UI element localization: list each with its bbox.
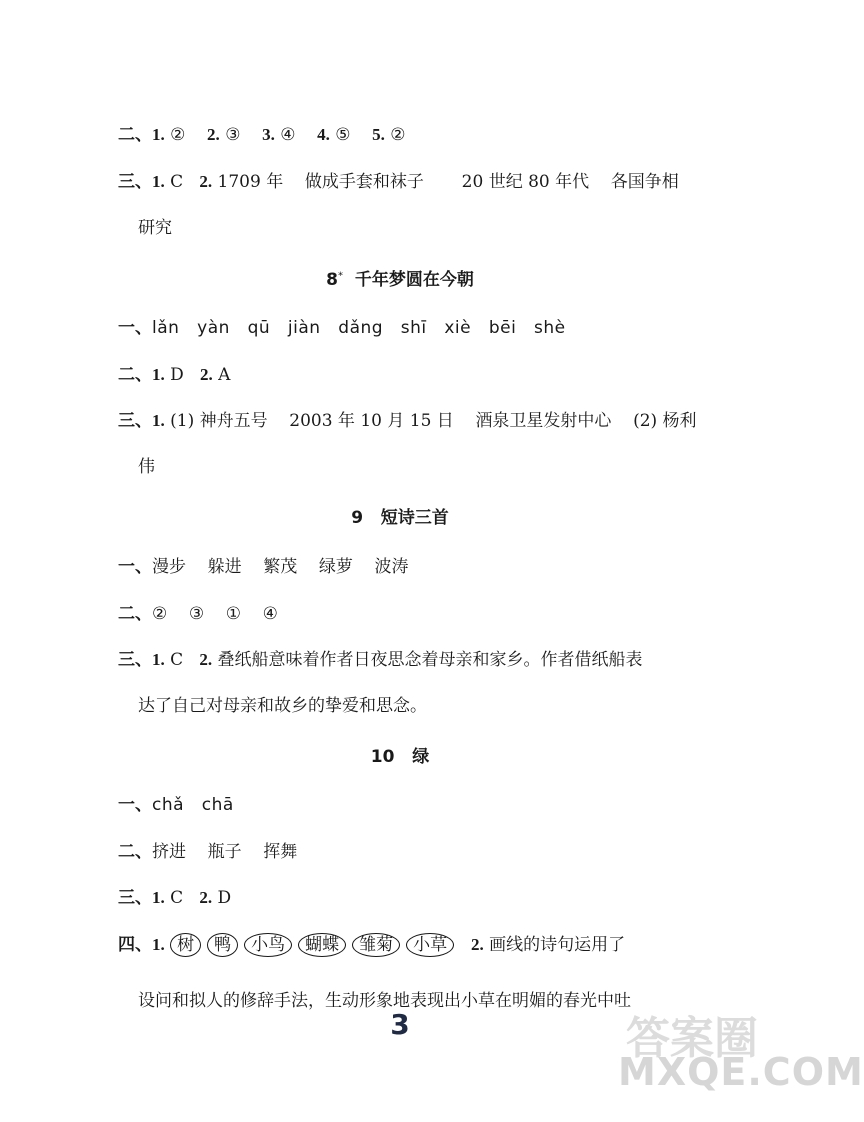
s9-q3-answer1: C <box>170 650 184 670</box>
s7-q3-label: 三、 <box>118 172 152 192</box>
s8-q3-continuation: 伟 <box>138 457 155 477</box>
s10-q1-label: 一、 <box>118 795 152 815</box>
pinyin: yàn <box>197 318 230 338</box>
s7-q3-part: 20 世纪 80 年代 <box>461 172 590 192</box>
s8-q2-label: 二、 <box>118 365 152 385</box>
s9-q3-num1: 1. <box>152 650 165 669</box>
circled-word: 雏菊 <box>352 933 400 957</box>
s10-q4-label: 四、 <box>118 935 152 955</box>
word: 挤进 <box>152 842 186 862</box>
s8-q3-part: 酒泉卫星发射中心 <box>475 411 612 431</box>
s7-q3-num2: 2. <box>199 172 213 191</box>
s10-q3-answer1: C <box>170 888 184 908</box>
pinyin: bēi <box>488 318 517 338</box>
pinyin: xiè <box>444 318 472 338</box>
pinyin: lǎn <box>152 318 180 338</box>
s8-q2-num2: 2. <box>200 365 213 384</box>
page-number: 3 <box>390 1008 410 1041</box>
s9-q3-num2: 2. <box>199 650 213 669</box>
s8-q3-num1: 1. <box>152 411 165 430</box>
circled-word: 蝴蝶 <box>298 933 346 957</box>
s10-q4-num1: 1. <box>152 935 165 954</box>
s8-q2-answer1: D <box>170 365 184 385</box>
s7-q2-num: 2. <box>207 125 220 144</box>
lesson-title: 绿 <box>412 747 430 767</box>
pinyin: chǎ <box>152 795 185 815</box>
circled-word: 小鸟 <box>244 933 292 957</box>
lesson-title: 千年梦圆在今朝 <box>354 270 474 290</box>
s7-q3-part: 各国争相 <box>610 172 679 192</box>
s9-q1-line <box>118 552 409 577</box>
lesson-number: 10 <box>370 747 395 767</box>
s8-q3-part: 2003 年 10 月 15 日 <box>289 411 454 431</box>
s10-q4-continuation: 设问和拟人的修辞手法，生动形象地表现出小草在明媚的春光中吐 <box>138 991 631 1011</box>
s10-q2-label: 二、 <box>118 842 152 862</box>
word: 漫步 <box>152 557 186 577</box>
s8-q3-part: (2) 杨利 <box>633 411 697 431</box>
s8-q2-num1: 1. <box>152 365 165 384</box>
circled-number: ② <box>152 604 168 624</box>
lesson-title: 短诗三首 <box>380 508 449 528</box>
s7-q3-num1: 1. <box>152 172 165 191</box>
s8-q2-answer2: A <box>218 365 231 385</box>
s8-q3-part: (1) 神舟五号 <box>170 411 268 431</box>
s7-q2-label: 二、 <box>118 125 152 145</box>
s7-q3-answer1: C <box>170 172 184 192</box>
s7-q3-line <box>118 167 679 192</box>
s9-q3-continuation: 达了自己对母亲和故乡的挚爱和思念。 <box>138 696 427 716</box>
s7-q2-num: 5. <box>372 125 385 144</box>
word: 波涛 <box>374 557 409 577</box>
s9-q3-label: 三、 <box>118 650 152 670</box>
watermark-logo-cn: 答案圈 <box>626 1013 758 1064</box>
s7-q2-answer: ③ <box>225 125 241 145</box>
pinyin: qū <box>247 318 271 338</box>
s10-q3-num2: 2. <box>199 888 213 907</box>
word: 繁茂 <box>263 557 298 577</box>
s7-q2-num: 1. <box>152 125 165 144</box>
lesson-9-heading <box>0 503 800 528</box>
word: 躲进 <box>207 557 242 577</box>
word: 挥舞 <box>263 842 298 862</box>
circled-number: ④ <box>262 604 278 624</box>
word: 瓶子 <box>207 842 242 862</box>
pinyin: dǎng <box>338 318 384 338</box>
pinyin: shè <box>534 318 566 338</box>
s9-q3-text: 叠纸船意味着作者日夜思念着母亲和家乡。作者借纸船表 <box>217 650 643 670</box>
circled-word: 鸭 <box>207 933 238 957</box>
circled-number: ① <box>225 604 241 624</box>
s8-q1-line <box>118 313 566 338</box>
lesson-10-heading <box>0 742 800 767</box>
s10-q2-line <box>118 837 297 862</box>
lesson-number: 8 <box>326 270 338 290</box>
s10-q1-line <box>118 790 234 815</box>
optional-mark: * <box>338 270 343 282</box>
s7-q2-num: 4. <box>317 125 330 144</box>
circled-word: 小草 <box>406 933 454 957</box>
s9-q2-line <box>118 599 278 624</box>
pinyin-list <box>152 795 234 815</box>
pinyin: chā <box>201 795 234 815</box>
pinyin: jiàn <box>287 318 321 338</box>
s10-q4-text: 画线的诗句运用了 <box>489 935 626 955</box>
s8-q1-label: 一、 <box>118 318 152 338</box>
s10-q3-line <box>118 883 231 908</box>
s9-q3-line <box>118 645 643 670</box>
watermark-logo-en: MXQE.COM <box>618 1050 864 1094</box>
word: 绿萝 <box>318 557 353 577</box>
s7-q3-continuation: 研究 <box>138 218 172 238</box>
s10-q3-num1: 1. <box>152 888 165 907</box>
s7-q2-answer: ⑤ <box>335 125 351 145</box>
s7-q3-part: 做成手套和袜子 <box>304 172 424 192</box>
s7-q2-line <box>118 120 406 145</box>
pinyin: shī <box>400 318 427 338</box>
s8-q3-label: 三、 <box>118 411 152 431</box>
s8-q2-line <box>118 360 230 385</box>
s10-q3-label: 三、 <box>118 888 152 908</box>
s7-q2-answer: ② <box>170 125 186 145</box>
pinyin-list <box>152 318 566 338</box>
lesson-8-heading <box>0 265 800 290</box>
s7-q2-answer: ④ <box>280 125 296 145</box>
s7-q2-num: 3. <box>262 125 275 144</box>
lesson-number: 9 <box>351 508 364 528</box>
s7-q2-answer: ② <box>390 125 406 145</box>
s8-q3-line <box>118 406 697 431</box>
s7-q3-part: 1709 年 <box>217 172 284 192</box>
s9-q1-label: 一、 <box>118 557 152 577</box>
circled-word: 树 <box>170 933 201 957</box>
s10-q3-answer2: D <box>217 888 232 908</box>
s10-q4-line <box>118 930 625 957</box>
s9-q2-label: 二、 <box>118 604 152 624</box>
circled-number: ③ <box>188 604 205 624</box>
s10-q4-num2: 2. <box>470 935 484 954</box>
